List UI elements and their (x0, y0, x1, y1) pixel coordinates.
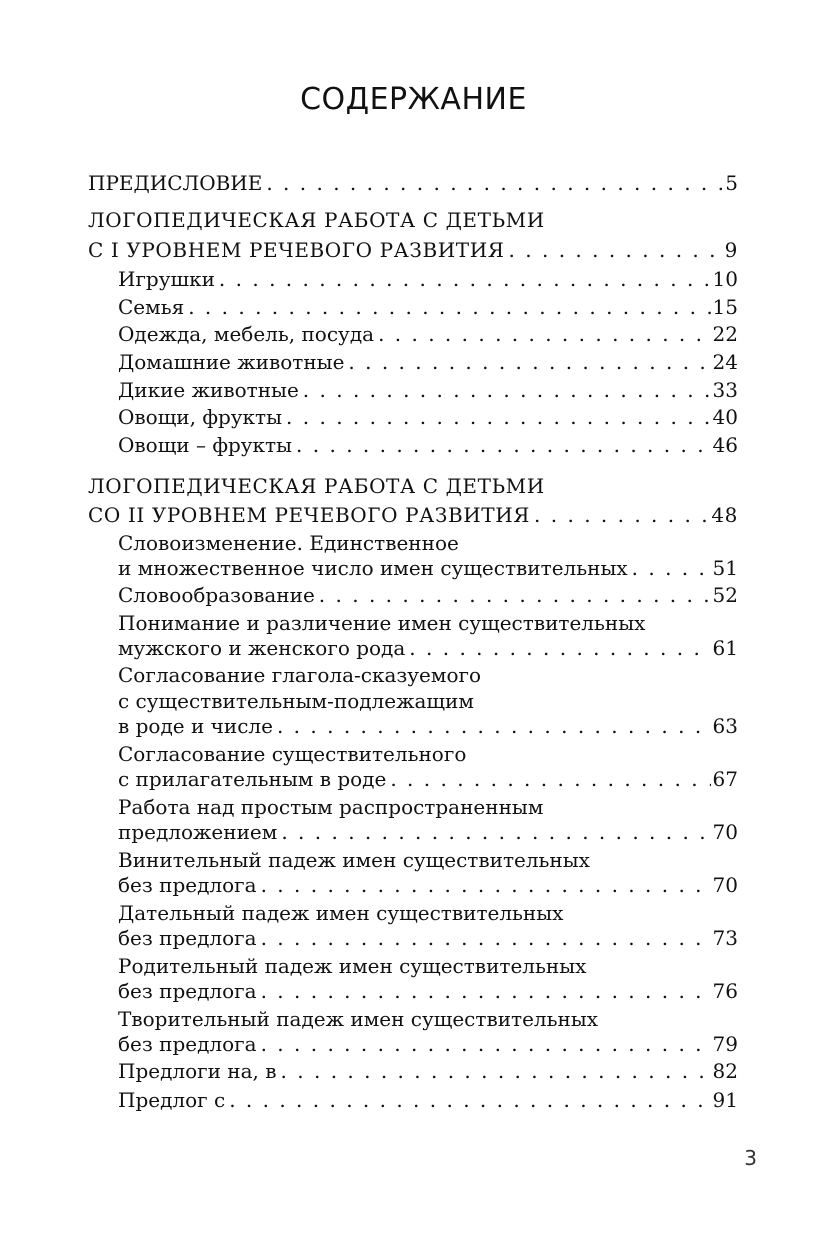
toc-entry[interactable] (118, 1058, 738, 1084)
toc-page-number: 63 (712, 714, 738, 738)
toc-entry-label: Овощи, фрукты (118, 405, 283, 429)
toc-entry[interactable] (118, 713, 738, 739)
toc-entry-label: Предлоги на, в (118, 1059, 277, 1083)
toc-section-1-heading: ЛОГОПЕДИЧЕСКАЯ РАБОТА С ДЕТЬМИ (88, 208, 545, 232)
leader-dots (257, 1031, 711, 1057)
toc-page-number: 70 (712, 873, 738, 897)
toc-entry-label: с прилагательным в роде (118, 767, 387, 791)
toc-entry-label: без предлога (118, 873, 257, 897)
toc-page-number: 73 (712, 926, 738, 950)
toc-entry[interactable] (118, 266, 738, 292)
toc-entry-label: и множественное число имен существительных (118, 556, 628, 580)
toc-entry[interactable] (118, 872, 738, 898)
leader-dots (257, 872, 711, 898)
toc-entry[interactable] (118, 321, 738, 347)
toc-entry-label: предложением (118, 820, 278, 844)
toc-entry-line: Работа над простым распространенным (118, 795, 544, 819)
leader-dots (299, 377, 711, 403)
toc-section-2-entry[interactable] (88, 502, 738, 528)
toc-entry[interactable] (118, 1031, 738, 1057)
toc-entry[interactable] (118, 582, 738, 608)
leader-dots (277, 1058, 711, 1084)
toc-entry-line: Дательный падеж имен существительных (118, 901, 564, 925)
leader-dots (292, 432, 711, 458)
toc-entry[interactable] (118, 635, 738, 661)
leader-dots (315, 582, 711, 608)
toc-entry-line: Согласование глагола-сказуемого (118, 663, 481, 687)
toc-entry-line: Творительный падеж имен существительных (118, 1007, 599, 1031)
toc-entry[interactable] (118, 377, 738, 403)
toc-entry[interactable] (118, 349, 738, 375)
toc-entry-line: Понимание и различение имен существительных (118, 611, 646, 635)
toc-page-number: 5 (725, 171, 738, 195)
leader-dots (262, 170, 723, 196)
toc-page-number: 48 (711, 503, 738, 527)
toc-entry[interactable] (118, 819, 738, 845)
toc-entry-label: Семья (118, 295, 185, 319)
toc-page-number: 51 (712, 556, 738, 580)
toc-page-number: 40 (712, 405, 738, 429)
toc-entry-label: Домашние животные (118, 350, 345, 374)
leader-dots (386, 766, 710, 792)
leader-dots (530, 502, 709, 528)
page-title: СОДЕРЖАНИЕ (300, 82, 527, 117)
leader-dots (257, 978, 711, 1004)
toc-page-number: 79 (712, 1032, 738, 1056)
toc-entry[interactable] (118, 432, 738, 458)
leader-dots (344, 349, 710, 375)
toc-entry-line: Винительный падеж имен существительных (118, 848, 590, 872)
leader-dots (273, 713, 711, 739)
toc-entry-label: Предлог с (118, 1088, 226, 1112)
toc-entry-label: Словообразование (118, 583, 315, 607)
leader-dots (405, 635, 710, 661)
toc-entry-line: Родительный падеж имен существительных (118, 954, 587, 978)
toc-page-number: 67 (712, 767, 738, 791)
toc-entry-label: ПРЕДИСЛОВИЕ (88, 171, 263, 195)
leader-dots (215, 266, 711, 292)
toc-section-2-heading: ЛОГОПЕДИЧЕСКАЯ РАБОТА С ДЕТЬМИ (88, 474, 545, 498)
toc-entry[interactable] (118, 555, 738, 581)
toc-entry-preface[interactable] (88, 170, 738, 196)
toc-page-number: 24 (712, 350, 738, 374)
toc-page-number: 52 (712, 583, 738, 607)
toc-section-1-entry[interactable] (88, 237, 738, 263)
toc-page-number: 70 (712, 820, 738, 844)
toc-entry-label: без предлога (118, 926, 257, 950)
toc-entry[interactable] (118, 294, 738, 320)
toc-entry-label: без предлога (118, 979, 257, 1003)
toc-page-number: 9 (724, 238, 738, 262)
toc-entry-label: Овощи – фрукты (118, 433, 293, 457)
toc-page-number: 33 (712, 378, 738, 402)
toc-entry[interactable] (118, 978, 738, 1004)
leader-dots (277, 819, 710, 845)
toc-entry[interactable] (118, 1087, 738, 1113)
toc-entry-label: Одежда, мебель, посуда (118, 322, 375, 346)
toc-entry-label: Игрушки (118, 267, 215, 291)
leader-dots (374, 321, 710, 347)
toc-page-number: 22 (712, 322, 738, 346)
leader-dots (628, 555, 711, 581)
toc-entry-line: Словоизменение. Единственное (118, 531, 459, 555)
toc-entry[interactable] (118, 766, 738, 792)
toc-page-number: 46 (712, 433, 738, 457)
toc-entry-label: без предлога (118, 1032, 257, 1056)
toc-entry-label: С I УРОВНЕМ РЕЧЕВОГО РАЗВИТИЯ (88, 238, 505, 262)
page-number: 3 (744, 1146, 757, 1170)
toc-page-number: 91 (712, 1088, 738, 1112)
toc-entry-label: в роде и числе (118, 714, 273, 738)
toc-entry-label: мужского и женского рода (118, 636, 406, 660)
toc-page-number: 82 (712, 1059, 738, 1083)
toc-entry[interactable] (118, 925, 738, 951)
leader-dots (505, 237, 723, 263)
toc-entry-label: Дикие животные (118, 378, 299, 402)
toc-entry-label: СО II УРОВНЕМ РЕЧЕВОГО РАЗВИТИЯ (88, 503, 531, 527)
toc-entry-line: с существительным-подлежащим (118, 689, 474, 713)
toc-page-number: 10 (712, 267, 738, 291)
leader-dots (282, 404, 711, 430)
leader-dots (225, 1087, 710, 1113)
toc-entry[interactable] (118, 404, 738, 430)
toc-entry-line: Согласование существительного (118, 742, 467, 766)
toc-page-number: 15 (712, 295, 738, 319)
toc-page-number: 76 (712, 979, 738, 1003)
leader-dots (257, 925, 711, 951)
toc-page-number: 61 (712, 636, 738, 660)
leader-dots (184, 294, 710, 320)
